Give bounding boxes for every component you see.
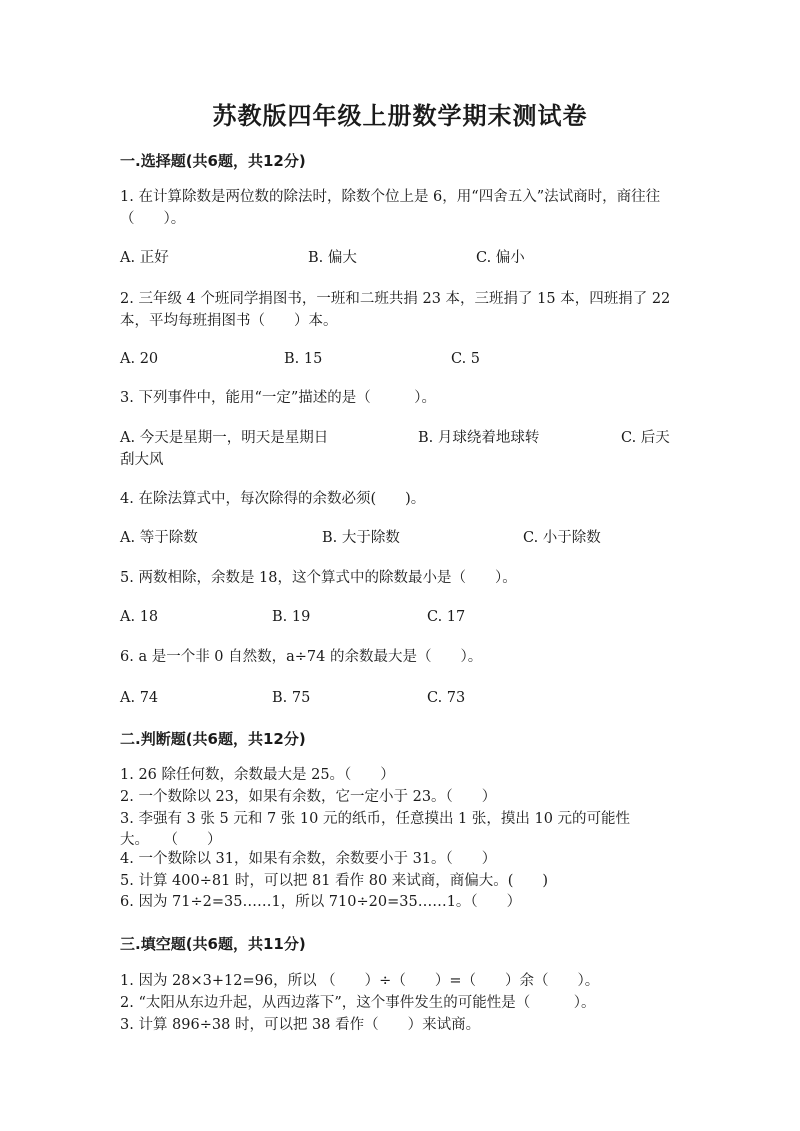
list-item: 大。 （ ） <box>120 832 222 848</box>
option-b: B. 75 <box>272 690 311 706</box>
option-c: C. 小于除数 <box>523 530 601 546</box>
option-c: C. 偏小 <box>476 250 525 266</box>
section-heading-fill-in: 三.填空题(共6题，共11分) <box>120 935 306 953</box>
option-a: A. 18 <box>120 609 159 625</box>
option-a: A. 74 <box>120 690 159 706</box>
list-item: 2. “太阳从东边升起，从西边落下”，这个事件发生的可能性是（ ）。 <box>120 995 596 1011</box>
option-c-wrap: 刮大风 <box>120 452 164 468</box>
question-text: 3. 下列事件中，能用“一定”描述的是（ ）。 <box>120 390 437 406</box>
option-a: A. 等于除数 <box>120 530 198 546</box>
section-heading-judgement: 二.判断题(共6题，共12分) <box>120 730 306 748</box>
section-heading-choice: 一.选择题(共6题，共12分) <box>120 152 306 170</box>
option-a: A. 今天是星期一，明天是星期日 <box>120 430 329 446</box>
page-title: 苏教版四年级上册数学期末测试卷 <box>212 101 588 130</box>
list-item: 3. 计算 896÷38 时，可以把 38 看作（ ）来试商。 <box>120 1017 481 1033</box>
option-a: A. 正好 <box>120 250 169 266</box>
question-text: 2. 三年级 4 个班同学捐图书，一班和二班共捐 23 本，三班捐了 15 本，四班捐了 22 本，平均每班捐图书（ ）本。 <box>120 291 671 329</box>
option-b: B. 19 <box>272 609 311 625</box>
option-c: C. 17 <box>427 609 466 625</box>
list-item: 6. 因为 71÷2=35……1，所以 710÷20=35……1。（ ） <box>120 894 522 910</box>
list-item: 2. 一个数除以 23，如果有余数，它一定小于 23。（ ） <box>120 789 497 805</box>
question-text: 1. 在计算除数是两位数的除法时，除数个位上是 6，用“四舍五入”法试商时，商往往（ ）。 <box>120 189 661 227</box>
option-b: B. 大于除数 <box>322 530 400 546</box>
option-c: C. 5 <box>451 351 481 367</box>
option-b: B. 15 <box>284 351 323 367</box>
list-item: 4. 一个数除以 31，如果有余数，余数要小于 31。（ ） <box>120 851 497 867</box>
list-item: 1. 因为 28×3+12=96，所以 （ ）÷（ ）=（ ）余（ ）。 <box>120 973 600 989</box>
list-item: 1. 26 除任何数，余数最大是 25。（ ） <box>120 767 395 783</box>
option-a: A. 20 <box>120 351 159 367</box>
option-b: B. 偏大 <box>308 250 357 266</box>
question-text: 4. 在除法算式中，每次除得的余数必须( )。 <box>120 491 426 507</box>
list-item: 5. 计算 400÷81 时，可以把 81 看作 80 来试商，商偏大。( ) <box>120 873 549 889</box>
question-text: 6. a 是一个非 0 自然数，a÷74 的余数最大是（ ）。 <box>120 649 483 665</box>
option-c: C. 73 <box>427 690 466 706</box>
question-text: 5. 两数相除，余数是 18，这个算式中的除数最小是（ ）。 <box>120 570 517 586</box>
option-b: B. 月球绕着地球转 <box>418 430 540 446</box>
list-item: 3. 李强有 3 张 5 元和 7 张 10 元的纸币，任意摸出 1 张，摸出 10 元的可能性 <box>120 811 631 827</box>
option-c: C. 后天 <box>621 430 670 446</box>
